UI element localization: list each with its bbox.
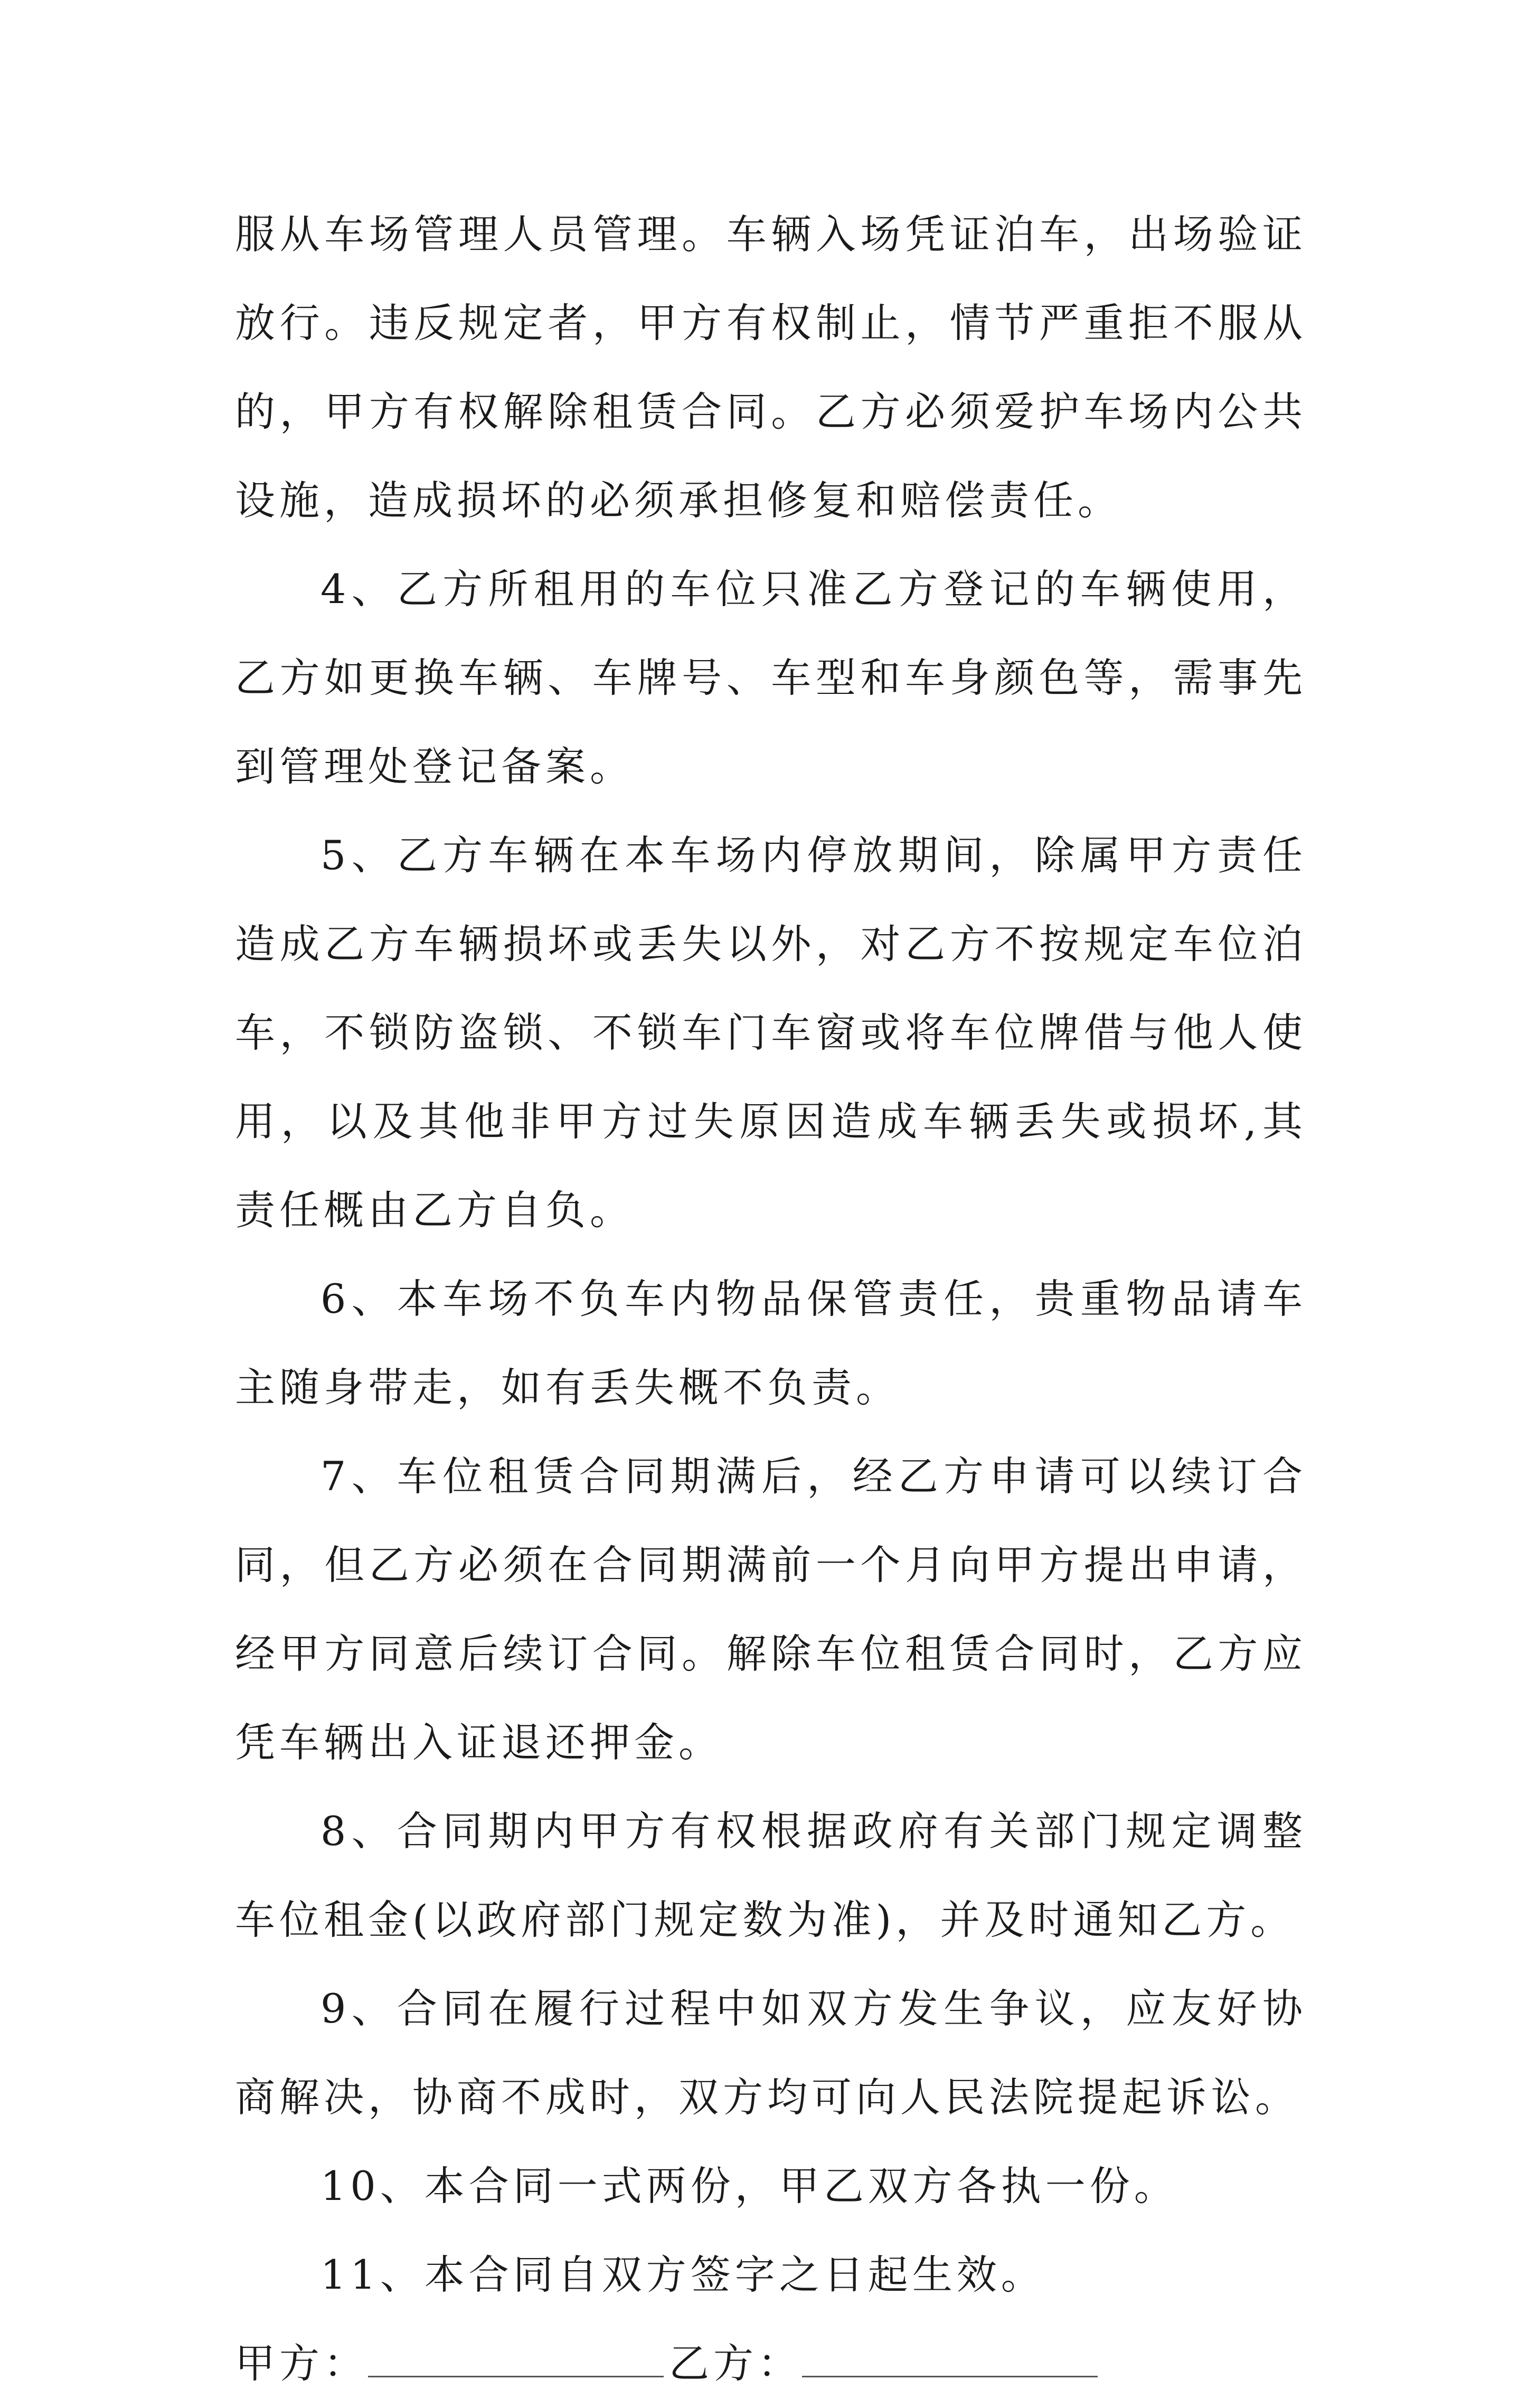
clause-7: 7、车位租赁合同期满后，经乙方申请可以续订合同，但乙方必须在合同期满前一个月向甲方提出申请，经甲方同意后续订合同。解除车位租赁合同时，乙方应凭车辆出入证退还押金。 — [235, 1453, 1307, 1766]
clause-continued: 服从车场管理人员管理。车辆入场凭证泊车，出场验证放行。违反规定者，甲方有权制止，情节严重拒不服从的，甲方有权解除租赁合同。乙方必须爱护车场内公共设施，造成损坏的必须承担修复和赔偿责任。 — [235, 211, 1307, 524]
party-b-label: 乙方： — [669, 2340, 802, 2387]
party-b-signature-blank[interactable] — [802, 2342, 1098, 2377]
clause-4: 4、乙方所租用的车位只准乙方登记的车辆使用，乙方如更换车辆、车牌号、车型和车身颜色等，需事先到管理处登记备案。 — [235, 566, 1307, 790]
clause-11: 11、本合同自双方签字之日起生效。 — [320, 2251, 1045, 2298]
signature-line — [235, 2319, 1307, 2408]
clause-9: 9、合同在履行过程中如双方发生争议，应友好协商解决，协商不成时，双方均可向人民法院提起诉讼。 — [235, 1985, 1307, 2121]
contract-body — [235, 190, 1307, 2408]
clause-10: 10、本合同一式两份，甲乙双方各执一份。 — [320, 2162, 1178, 2209]
clause-8: 8、合同期内甲方有权根据政府有关部门规定调整车位租金(以政府部门规定数为准)，并及时通知乙方。 — [235, 1808, 1307, 1943]
clause-6: 6、本车场不负车内物品保管责任，贵重物品请车主随身带走，如有丢失概不负责。 — [235, 1275, 1307, 1411]
party-a-label: 甲方： — [235, 2340, 368, 2387]
party-a-signature-blank[interactable] — [368, 2342, 664, 2377]
clause-5: 5、乙方车辆在本车场内停放期间，除属甲方责任造成乙方车辆损坏或丢失以外，对乙方不按规定车位泊车，不锁防盗锁、不锁车门车窗或将车位牌借与他人使用，以及其他非甲方过失原因造成车辆丢失或损坏,其责任概由乙方自负。 — [235, 832, 1307, 1234]
